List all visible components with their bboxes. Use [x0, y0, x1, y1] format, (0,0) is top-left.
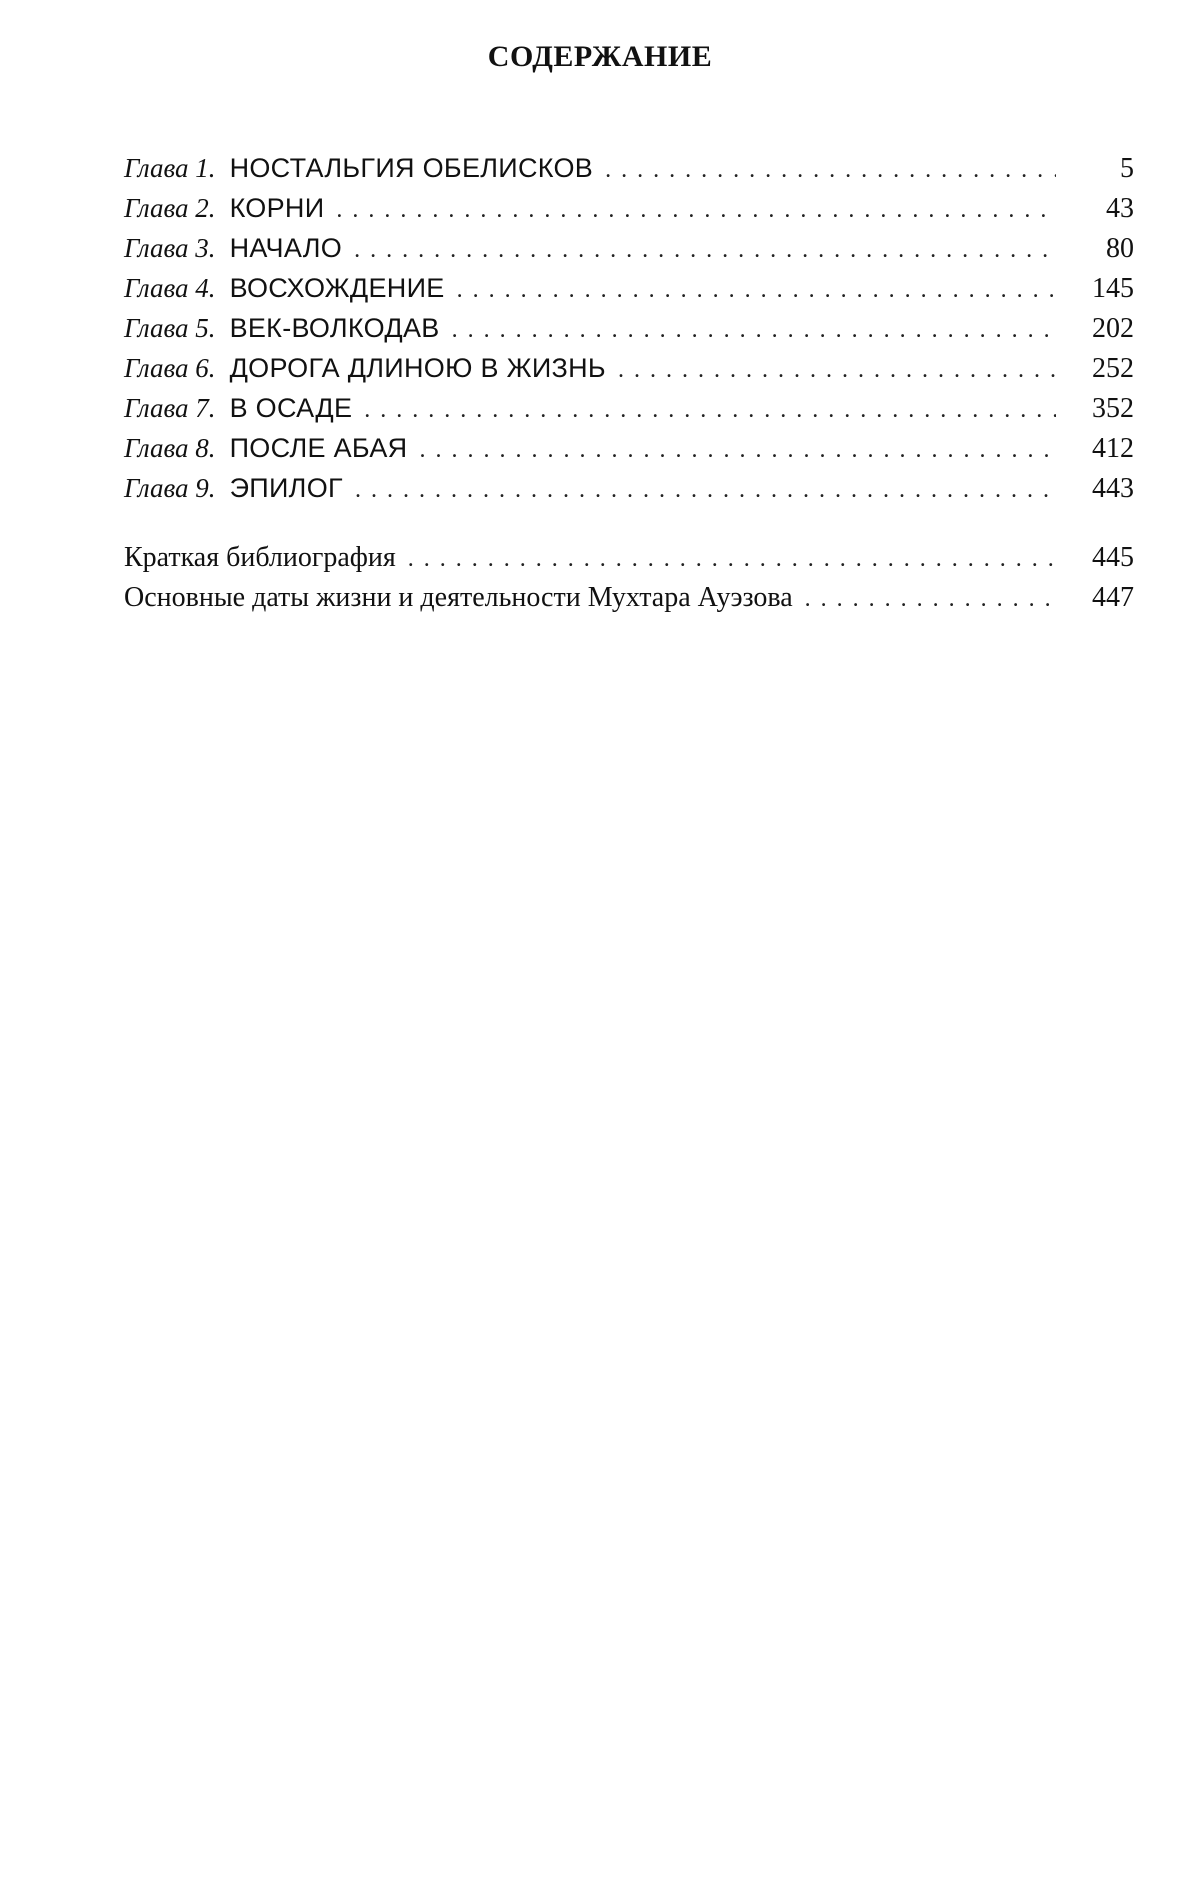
- toc-chapter-3: [124, 228, 1134, 268]
- page-number: 352: [1092, 393, 1134, 424]
- chapter-title: ВЕК-ВОЛКОДАВ: [229, 313, 440, 343]
- chapter-label: Глава 6.: [124, 353, 216, 383]
- chapter-label: Глава 1.: [124, 153, 216, 183]
- chapter-label: Глава 3.: [124, 233, 216, 263]
- back-matter-title: Краткая библиография: [124, 542, 396, 573]
- chapter-title: ДОРОГА ДЛИНОЮ В ЖИЗНЬ: [229, 353, 606, 383]
- page-number: 145: [1092, 273, 1134, 304]
- chapter-label: Глава 7.: [124, 393, 216, 423]
- page-number: 80: [1106, 233, 1134, 264]
- page-number: 43: [1106, 193, 1134, 224]
- chapter-title: КОРНИ: [229, 193, 325, 223]
- chapter-title: НАЧАЛО: [229, 233, 343, 263]
- chapter-label: Глава 4.: [124, 273, 216, 303]
- chapter-title: НОСТАЛЬГИЯ ОБЕЛИСКОВ: [229, 153, 594, 183]
- dot-leader: [457, 270, 1056, 310]
- section-gap: [124, 508, 1134, 538]
- dot-leader: [354, 230, 1056, 270]
- chapter-title: ВОСХОЖДЕНИЕ: [229, 273, 445, 303]
- page-number: 447: [1092, 582, 1134, 613]
- dot-leader: [419, 430, 1056, 470]
- table-of-contents: [124, 148, 1134, 618]
- back-matter-title: Основные даты жизни и деятельности Мухтара Ауэзова: [124, 582, 793, 613]
- dot-leader: [452, 310, 1056, 350]
- chapter-title: В ОСАДЕ: [229, 393, 353, 423]
- toc-chapter-8: [124, 428, 1134, 468]
- page-number: 412: [1092, 433, 1134, 464]
- toc-chapter-1: [124, 148, 1134, 188]
- toc-chapter-7: [124, 388, 1134, 428]
- toc-chapter-9: [124, 468, 1134, 508]
- page-title: СОДЕРЖАНИЕ: [487, 40, 713, 73]
- chapter-label: Глава 2.: [124, 193, 216, 223]
- dot-leader: [805, 579, 1056, 619]
- page-number: 252: [1092, 353, 1134, 384]
- dot-leader: [605, 150, 1056, 190]
- dot-leader: [355, 470, 1056, 510]
- chapter-label: Глава 9.: [124, 473, 216, 503]
- dot-leader: [364, 390, 1056, 430]
- chapter-label: Глава 5.: [124, 313, 216, 343]
- toc-chapter-5: [124, 308, 1134, 348]
- toc-chapter-4: [124, 268, 1134, 308]
- toc-bibliography: [124, 538, 1134, 578]
- page-number: 202: [1092, 313, 1134, 344]
- dot-leader: [336, 190, 1056, 230]
- page-number: 443: [1092, 473, 1134, 504]
- page-number: 445: [1092, 542, 1134, 573]
- chapter-title: ЭПИЛОГ: [229, 473, 343, 503]
- chapter-title: ПОСЛЕ АБАЯ: [229, 433, 408, 463]
- dot-leader: [408, 539, 1056, 579]
- toc-chapter-6: [124, 348, 1134, 388]
- toc-chapter-2: [124, 188, 1134, 228]
- chapter-label: Глава 8.: [124, 433, 216, 463]
- toc-chronology: [124, 578, 1134, 618]
- page-number: 5: [1120, 153, 1134, 184]
- dot-leader: [618, 350, 1056, 390]
